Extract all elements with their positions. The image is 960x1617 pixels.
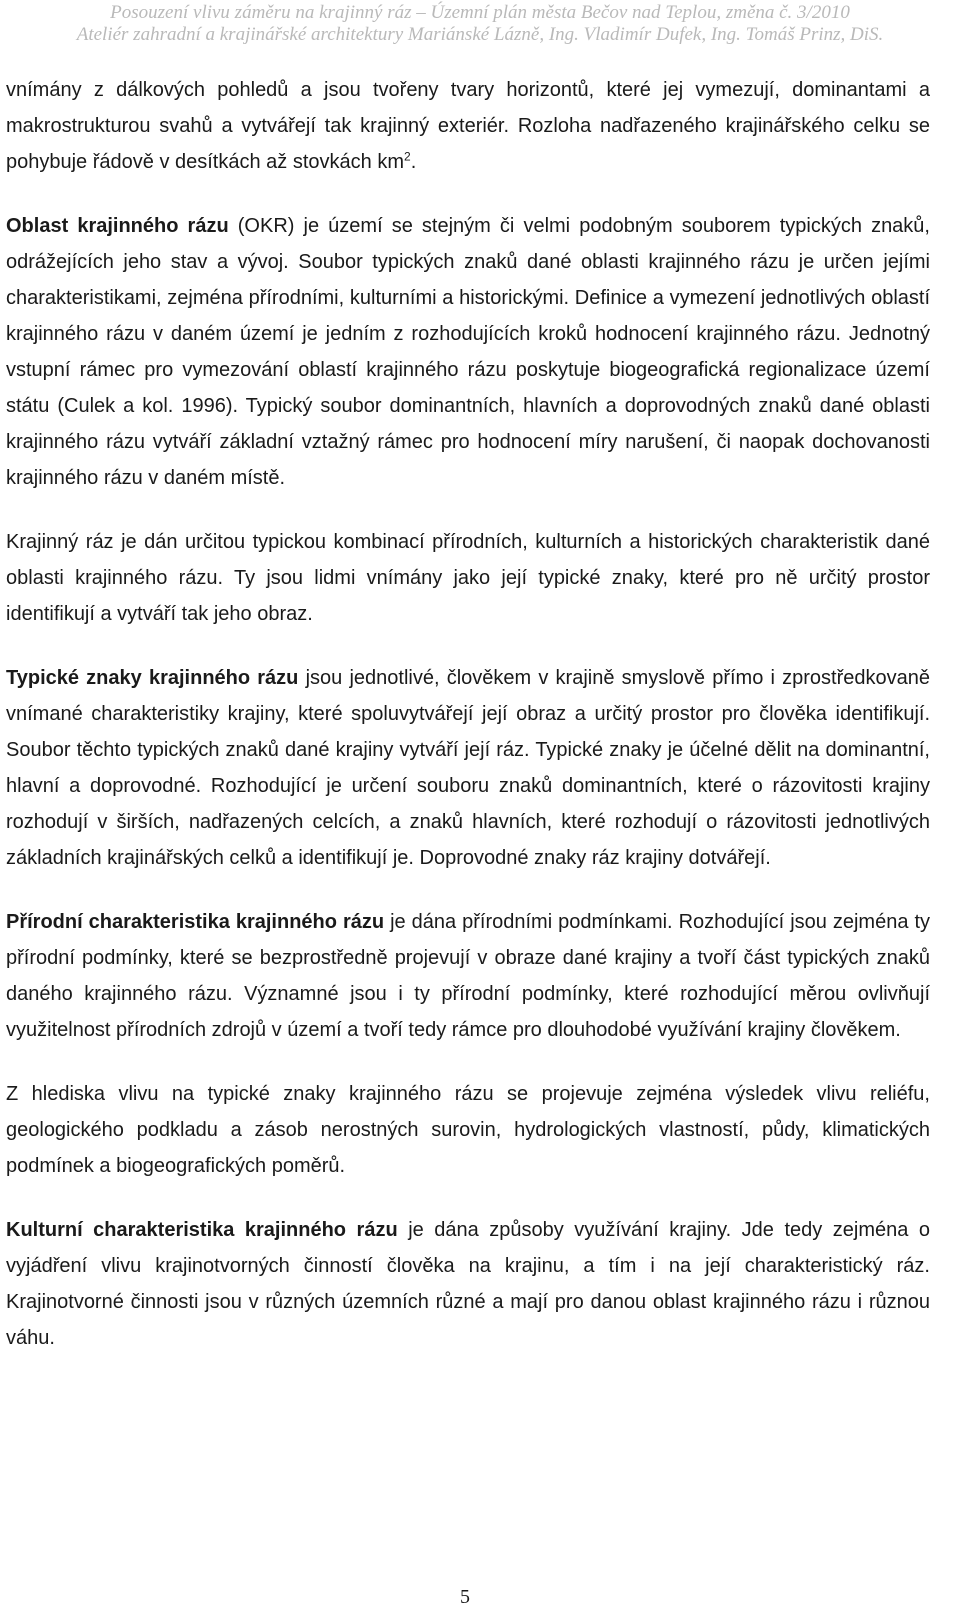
superscript: 2 [404,149,411,164]
paragraph-text: vnímány z dálkových pohledů a jsou tvořeny tvary horizontů, které jej vymezují, dominantami a makrostrukturou svahů a vytvářejí tak krajinný exteriér. Rozloha nadřazeného krajinářského celku se pohybuje řádově v desítkách až stovkách km [6,79,930,173]
paragraph-text: je dána přírodními podmínkami. Rozhodující jsou zejména ty přírodní podmínky, které se bezprostředně projevují v obraze dané krajiny a tvoří část typických znaků daného krajinného rázu. Významné jsou i ty přírodní podmínky, které rozhodující měrou ovlivňují využitelnost přírodních zdrojů v území a tvoří tedy rámce pro dlouhodobé využívání krajiny člověkem. [6,911,931,1041]
paragraph-end: . [410,151,417,173]
term-heading: Typické znaky krajinného rázu [6,667,299,689]
paragraph-text: Krajinný ráz je dán určitou typickou kombinací přírodních, kulturních a historických charakteristik dané oblasti krajinného rázu. Ty jsou lidmi vnímány jako její typické znaky, které pro ně určitý prostor identifikují a vytváří tak jeho obraz. [6,531,930,625]
term-heading: Přírodní charakteristika krajinného rázu [6,911,385,933]
paragraph-intro [6,72,930,180]
paragraph-text: je dána způsoby využívání krajiny. Jde tedy zejména o vyjádření vlivu krajinotvorných činností člověka na krajinu, a tím i na její charakteristický ráz. Krajinotvorné činnosti jsou v různých územních různé a mají pro danou oblast krajinného rázu i různou váhu. [6,1219,930,1349]
header-title: Posouzení vlivu záměru na krajinný ráz – Územní plán města Bečov nad Teplou, změna č. 3/2010 [110,2,850,23]
paragraph-hlediska [6,1076,930,1184]
paragraph-prirodni [6,904,930,1048]
paragraph-text: Z hlediska vlivu na typické znaky krajinného rázu se projevuje zejména výsledek vlivu reliéfu, geologického podkladu a zásob nerostných surovin, hydrologických vlastností, půdy, klimatických podmínek a biogeografických poměrů. [6,1083,930,1177]
page-number: 5 [460,1586,470,1608]
paragraph-krajinny-raz [6,524,930,632]
paragraph-text: (OKR) je území se stejným či velmi podobným souborem typických znaků, odrážejících jeho stav a vývoj. Soubor typických znaků dané oblasti krajinného rázu je určen jejími charakteristikami, zejména přírodními, kulturními a historickými. Definice a vymezení jednotlivých oblastí krajinného rázu v daném území je jedním z rozhodujících kroků hodnocení krajinného rázu. Jednotný vstupní rámec pro vymezování oblastí krajinného rázu poskytuje biogeografická regionalizace území státu (Culek a kol. 1996). Typický soubor dominantních, hlavních a doprovodných znaků dané oblasti krajinného rázu vytváří základní vztažný rámec pro hodnocení míry narušení, či naopak dochovanosti krajinného rázu v daném místě. [6,215,930,489]
paragraph-kulturni [6,1212,930,1356]
paragraph-typicke-znaky [6,660,930,876]
document-body [6,72,930,1384]
paragraph-text: jsou jednotlivé, člověkem v krajině smyslově přímo i zprostředkovaně vnímané charakteristiky krajiny, které spoluvytvářejí její obraz a určitý prostor pro člověka identifikují. Soubor těchto typických znaků dané krajiny vytváří její ráz. Typické znaky je účelné dělit na dominantní, hlavní a doprovodné. Rozhodující je určení souboru znaků dominantních, které o rázovitosti krajiny rozhodují v širších, nadřazených celcích, a znaků hlavních, které rozhodují o rázovitosti jednotlivých základních krajinářských celků a identifikují je. Doprovodné znaky ráz krajiny dotvářejí. [6,667,930,869]
term-heading: Kulturní charakteristika krajinného rázu [6,1219,398,1241]
term-heading: Oblast krajinného rázu [6,215,229,237]
page-header [0,2,960,46]
paragraph-okr [6,208,930,496]
header-authors: Ateliér zahradní a krajinářské architektury Mariánské Lázně, Ing. Vladimír Dufek, Ing. Tomáš Prinz, DiS. [76,24,884,45]
